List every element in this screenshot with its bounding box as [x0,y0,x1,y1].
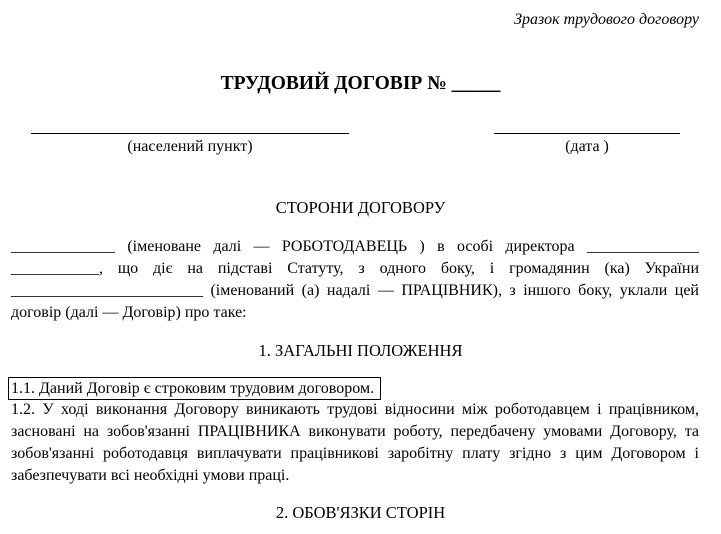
date-caption: (дата ) [565,138,609,155]
document-title: ТРУДОВИЙ ДОГОВІР № _____ [220,73,501,94]
date-blank-line [494,119,680,134]
place-caption: (населений пункт) [127,138,253,155]
clause-1-2-paragraph: 1.2. У ході виконання Договору виникають трудові відносини між роботодавцем і працівником, засновані на зобов'язанні ПРАЦІВНИКА виконувати роботу, передбачену умовами Договору, та зобов'язанні роботодавця виплачувати працівникові заробітну плату згідно з цим Договором і забезпечувати всі необхідні умови праці. [11,401,699,484]
parties-heading: СТОРОНИ ДОГОВОРУ [275,198,446,217]
place-blank-line [31,119,349,134]
sample-note: Зразок трудового договору [514,11,699,28]
duties-heading: 2. ОБОВ'ЯЗКИ СТОРІН [275,503,446,522]
parties-paragraph: _____________ (іменоване далі — РОБОТОДАВЕЦЬ ) в особі директора ______________ ___________, що діє на підставі Статуту, з одного боку, і громадянин (ка) України ________________________ (іменований (а) надалі — ПРАЦІВНИК), з іншого боку, уклали цей договір (далі — Договір) про таке: [11,238,699,321]
general-provisions-heading: 1. ЗАГАЛЬНІ ПОЛОЖЕННЯ [258,341,463,360]
clause-1-1-highlighted: 1.1. Даний Договір є строковим трудовим договором. [8,377,381,400]
